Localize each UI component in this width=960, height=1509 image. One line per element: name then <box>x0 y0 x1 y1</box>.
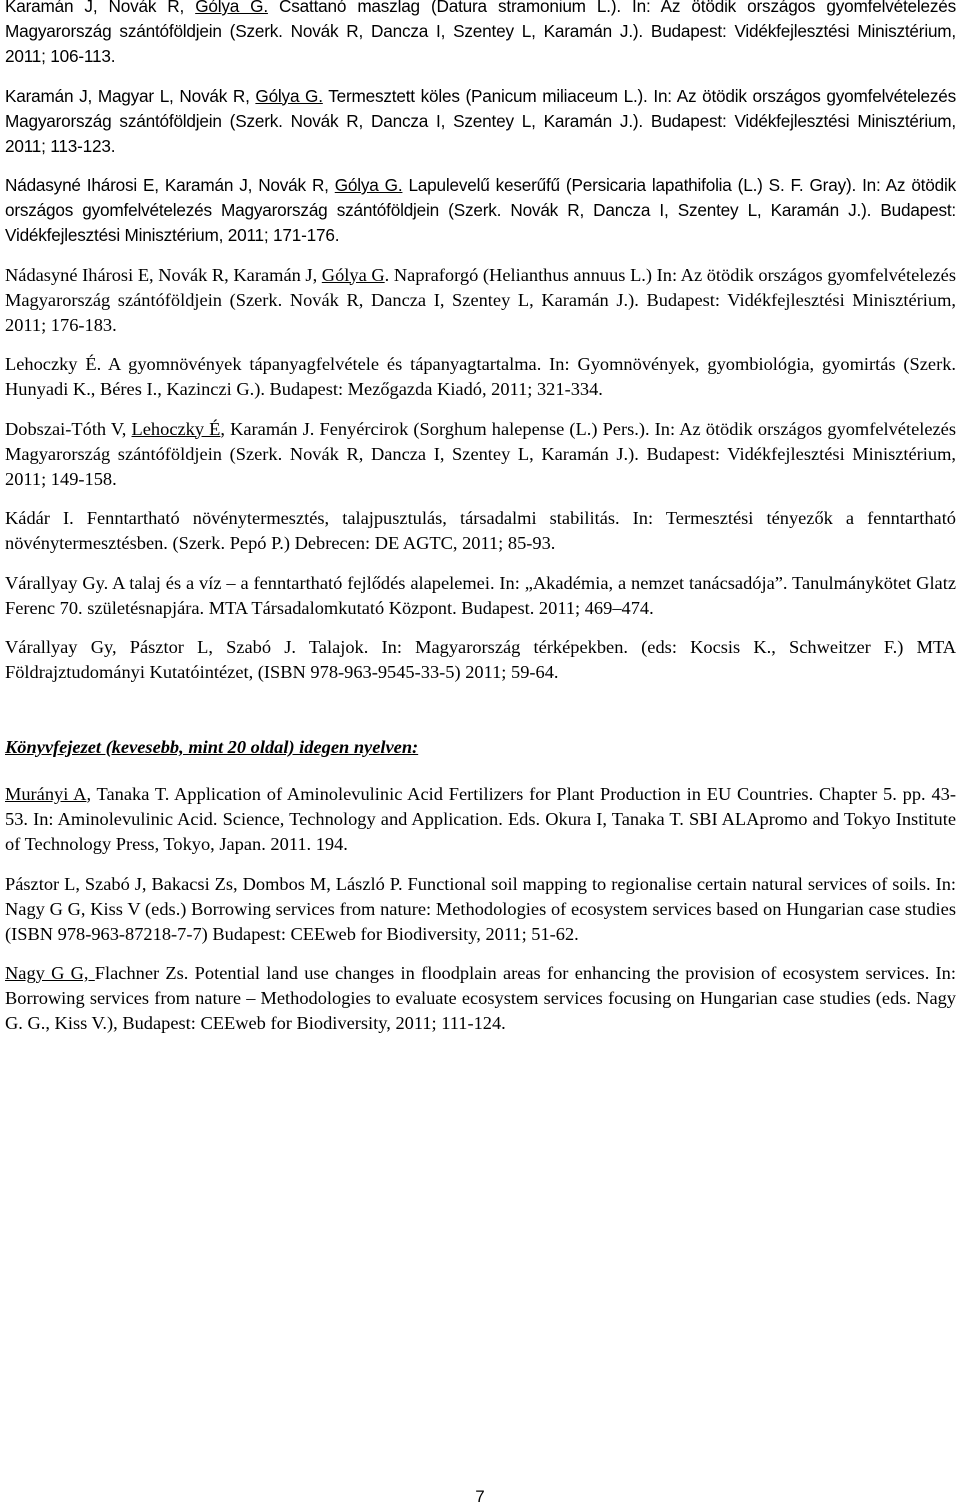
section-heading: Könyvfejezet (kevesebb, mint 20 oldal) idegen nyelven: <box>5 737 419 757</box>
reference-author-underlined: Gólya G. <box>334 175 403 195</box>
reference-item <box>5 635 956 685</box>
document-page <box>5 0 956 1051</box>
reference-item <box>5 0 956 69</box>
reference-rest: Pásztor L, Szabó J, Bakacsi Zs, Dombos M, László P. Functional soil mapping to regionalise certain natural services of soils. In: Nagy G G, Kiss V (eds.) Borrowing services from nature: Methodologies of ecosystem services based on Hungarian case studies (ISBN 978-963-87218-7-7) Budapest: CEEweb for Biodiversity, 2011; 51-62. <box>5 873 956 944</box>
reference-item <box>5 352 956 402</box>
reference-item <box>5 872 956 947</box>
reference-author-underlined: Murányi A <box>5 784 87 804</box>
reference-text: Kádár I. Fenntartható növénytermesztés, talajpusztulás, társadalmi stabilitás. In: Termesztési tényezők a fenntartható növénytermesztésben. (Szerk. Pepó P.) Debrecen: DE AGTC, 2011; 85-93. <box>5 508 956 553</box>
reference-author-underlined: Nagy G G, <box>5 963 95 983</box>
reference-rest: Lapulevelű keserűfű (Persicaria lapathifolia (L.) S. F. Gray). In: Az ötödik országos gyomfelvételezés Magyarország szántóföldjein (Szerk. Novák R, Dancza I, Szentey L, Karamán J.). Budapest: Vidékfejlesztési Minisztérium, 2011; 171-176. <box>5 175 956 245</box>
reference-text: Várallyay Gy. A talaj és a víz – a fenntartható fejlődés alapelemei. In: „Akadémia, a nemzet tanácsadója”. Tanulmánykötet Glatz Ferenc 70. születésnapjára. MTA Társadalomkutató Központ. Budapest. 2011; 469–474. <box>5 572 956 618</box>
reference-text: Dobszai-Tóth V, <box>5 418 132 439</box>
reference-rest: , Karamán J. Fenyércirok (Sorghum halepense (L.) Pers.). In: Az ötödik országos gyomfelvételezés Magyarország szántóföldjein (Szerk. Novák R, Dancza I, Szentey L, Karamán J.). Budapest: Vidékfejlesztési Minisztérium, 2011; 149-158. <box>5 418 956 489</box>
reference-item <box>5 506 956 556</box>
reference-rest: Termesztett köles (Panicum miliaceum L.). In: Az ötödik országos gyomfelvételezés Magyarország szántóföldjein (Szerk. Novák R, Dancza I, Szentey L, Karamán J.). Budapest: Vidékfejlesztési Minisztérium, 2011; 113-123. <box>5 85 957 156</box>
reference-text: Lehoczky É. A gyomnövények tápanyagfelvétele és tápanyagtartalma. In: Gyomnövények, gyombiológia, gyomirtás (Szerk. Hunyadi K., Béres I., Kazinczi G.). Budapest: Mezőgazda Kiadó, 2011; 321-334. <box>5 354 956 399</box>
reference-item <box>5 173 956 248</box>
reference-item <box>5 417 956 492</box>
reference-author-underlined: Gólya G. <box>195 0 268 16</box>
reference-text: Karamán J, Novák R, <box>5 0 196 16</box>
reference-rest: Csattanó maszlag (Datura stramonium L.). In: Az ötödik országos gyomfelvételezés Magyarország szántóföldjein (Szerk. Novák R, Dancza I, Szentey L, Karamán J.). Budapest: Vidékfejlesztési Minisztérium, 2011; 106-113. <box>5 0 956 66</box>
reference-item <box>5 263 956 338</box>
reference-item <box>5 782 956 857</box>
reference-author-underlined: Lehoczky É <box>131 418 221 439</box>
reference-rest: Flachner Zs. Potential land use changes in floodplain areas for enhancing the provision of ecosystem services. In: Borrowing services from nature – Methodologies to evaluate ecosystem services focusing on Hungarian case studies (eds. Nagy G. G., Kiss V.), Budapest: CEEweb for Biodiversity, 2011; 111-124. <box>5 963 956 1033</box>
reference-rest: . Napraforgó (Helianthus annuus L.) In: Az ötödik országos gyomfelvételezés Magyarország szántóföldjein (Szerk. Novák R, Dancza I, Szentey L, Karamán J.). Budapest: Vidékfejlesztési Minisztérium, 2011; 176-183. <box>5 264 956 335</box>
reference-author-underlined: Gólya G <box>321 264 385 285</box>
reference-text: Várallyay Gy, Pásztor L, Szabó J. Talajok. In: Magyarország térképekben. (eds: Kocsis K., Schweitzer F.) MTA Földrajztudományi Kutatóintézet, (ISBN 978-963-9545-33-5) 2011; 59-64. <box>5 637 956 682</box>
reference-text: Karamán J, Magyar L, Novák R, <box>5 85 256 106</box>
reference-text: Nádasyné Ihárosi E, Novák R, Karamán J, <box>5 264 322 285</box>
reference-item <box>5 961 956 1036</box>
reference-text: Nádasyné Ihárosi E, Karamán J, Novák R, <box>5 175 335 195</box>
reference-author-underlined: Gólya G. <box>255 85 323 106</box>
page-number: 7 <box>475 1487 485 1506</box>
reference-rest: , Tanaka T. Application of Aminolevulinic Acid Fertilizers for Plant Production in EU Countries. Chapter 5. pp. 43-53. In: Aminolevulinic Acid. Science, Technology and Application. Eds. Okura I, Tanaka T. SBI ALApromo and Tokyo Institute of Technology Press, Tokyo, Japan. 2011. 194. <box>5 784 956 854</box>
reference-item <box>5 571 956 621</box>
reference-item <box>5 84 956 159</box>
